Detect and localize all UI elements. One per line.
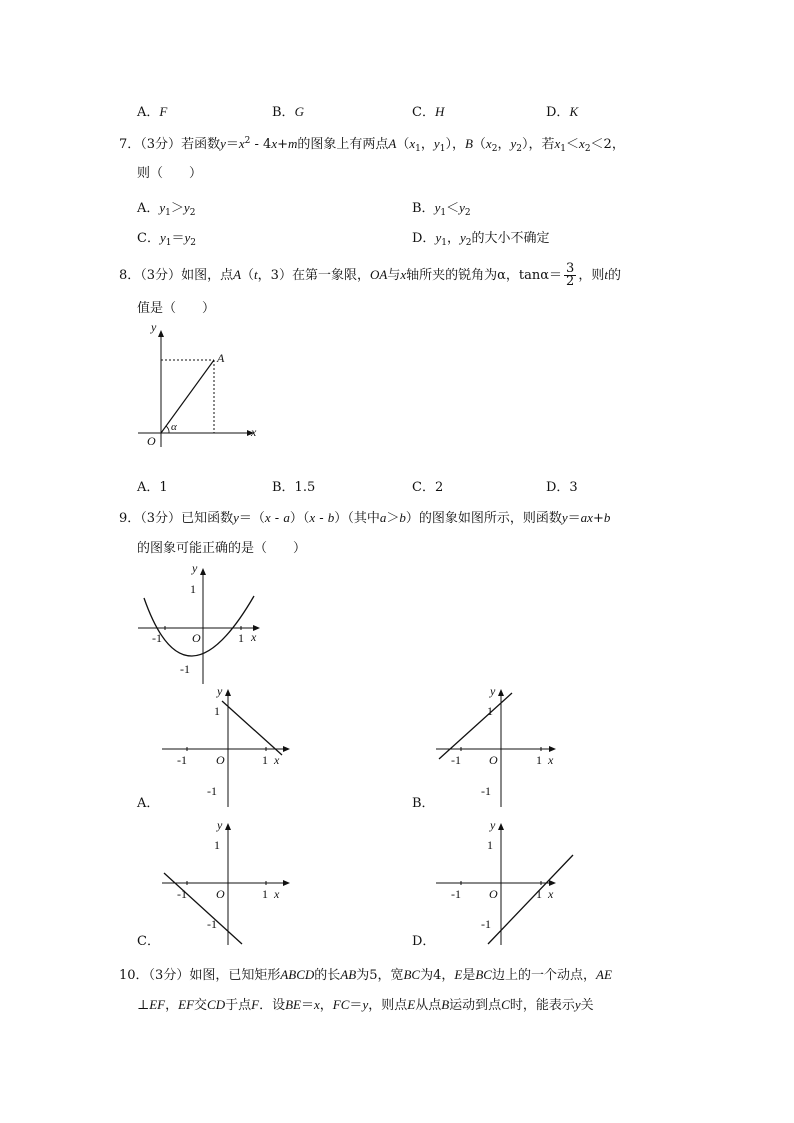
label-neg1-y: -1 xyxy=(180,662,190,676)
label-neg1-y: -1 xyxy=(481,917,491,931)
q7-option-b: B．$y_1<y_2$ xyxy=(412,200,471,218)
label-alpha: α xyxy=(171,421,177,433)
line-graph xyxy=(222,701,282,755)
q9-option-b: B． xyxy=(412,796,435,811)
label-neg1-x: -1 xyxy=(177,887,187,901)
q8-option-a: A．1 xyxy=(137,480,168,495)
label-o: O xyxy=(216,753,225,767)
label-1-x: 1 xyxy=(536,753,542,767)
q9-stem: 9．（3分）已知函数y＝（x - a）（x - b）（其中a＞b）的图象如图所示，则函数y＝ax+b xyxy=(119,510,611,526)
q6-option-b: B．G xyxy=(272,104,304,120)
q9-stem-line2: 的图象可能正确的是（ ） xyxy=(137,541,307,556)
label-neg1-y: -1 xyxy=(207,784,217,798)
y-axis-arrow xyxy=(225,823,231,830)
q7-option-c: C．$y_1=y_2$ xyxy=(137,230,196,248)
label-1-y: 1 xyxy=(214,838,220,852)
q10-stem-line2: ⊥EF，EF交CD于点F．设BE＝x，FC＝y，则点E从点B运动到点C时，能表示y关 xyxy=(137,997,594,1013)
q9-option-a: A． xyxy=(137,796,160,811)
label-x: x xyxy=(548,887,554,901)
label-neg1-x: -1 xyxy=(177,753,187,767)
label-o: O xyxy=(147,434,156,448)
q9-parabola-figure xyxy=(130,560,270,690)
label-y: y xyxy=(490,818,496,832)
q9-graph-a xyxy=(160,683,295,813)
y-axis-arrow xyxy=(498,823,504,830)
label-x: x xyxy=(548,753,554,767)
label-o: O xyxy=(192,631,201,645)
q7-option-a: A．$y_1>y_2$ xyxy=(137,200,196,218)
label-1-x: 1 xyxy=(238,631,244,645)
label-x: x xyxy=(274,753,280,767)
label-y: y xyxy=(490,684,496,698)
q9-graph-c xyxy=(160,817,295,947)
label-1-x: 1 xyxy=(262,887,268,901)
q8-option-d: D．3 xyxy=(546,480,578,495)
line-graph xyxy=(164,873,242,944)
label-y: y xyxy=(217,684,223,698)
q7-option-d: D．$y_1$，$y_2$的大小不确定 xyxy=(412,230,550,248)
label-neg1-y: -1 xyxy=(207,917,217,931)
q8-stem: 8．（3分）如图，点A（t，3）在第一象限，OA与x轴所夹的锐角为α，tanα＝ $\frac{3}{2}$ ，则t的 xyxy=(119,261,621,289)
label-1-x: 1 xyxy=(262,753,268,767)
label-1-y: 1 xyxy=(487,838,493,852)
y-axis-arrow xyxy=(200,568,206,575)
label-y: y xyxy=(217,818,223,832)
label-1-y: 1 xyxy=(190,582,196,596)
label-x: x xyxy=(274,887,280,901)
q8-option-c: C．2 xyxy=(412,480,444,495)
q7-stem: 7．（3分）若函数$y=x^2 - 4x+m$的图象上有两点$A(x_1$，$y_1$），$B(x_2$，$y_2$），若$x_1<x_2<2$， xyxy=(119,136,625,154)
q8-option-b: B．1.5 xyxy=(272,480,316,495)
q10-stem: 10．（3分）如图，已知矩形ABCD的长AB为5，宽BC为4，E是BC边上的一个动点，AE xyxy=(119,967,612,983)
label-x: x xyxy=(251,425,257,439)
x-axis-arrow xyxy=(283,880,290,886)
q6-option-a: A．F xyxy=(137,104,168,120)
label-a: A xyxy=(217,351,225,365)
label-o: O xyxy=(489,887,498,901)
label-1-y: 1 xyxy=(487,704,493,718)
q6-option-d: D．K xyxy=(546,104,579,120)
label-1-x: 1 xyxy=(536,887,542,901)
x-axis-arrow xyxy=(549,880,556,886)
q9-option-c: C． xyxy=(137,934,160,949)
q6-option-c: C．H xyxy=(412,104,445,120)
angle-arc xyxy=(166,426,169,433)
y-axis-arrow xyxy=(498,689,504,696)
q8-stem-line2: 值是（ ） xyxy=(137,301,216,316)
q9-option-d: D． xyxy=(412,934,436,949)
label-neg1-x: -1 xyxy=(152,631,162,645)
label-o: O xyxy=(489,753,498,767)
label-y: y xyxy=(192,561,198,575)
y-axis-arrow xyxy=(158,330,164,337)
segment-oa xyxy=(161,360,214,433)
q9-graph-d xyxy=(434,817,579,947)
q7-stem-line2: 则（ ） xyxy=(137,166,203,181)
x-axis-arrow xyxy=(283,746,290,752)
y-axis-arrow xyxy=(225,689,231,696)
label-neg1-x: -1 xyxy=(451,753,461,767)
x-axis-arrow xyxy=(549,746,556,752)
parabola-curve xyxy=(144,596,254,656)
label-x: x xyxy=(251,630,257,644)
tan-fraction: $\frac{3}{2}$ xyxy=(566,261,575,289)
label-y: y xyxy=(151,320,157,334)
q8-figure xyxy=(130,320,270,450)
label-1-y: 1 xyxy=(214,704,220,718)
q9-graph-b xyxy=(434,683,569,813)
label-neg1-x: -1 xyxy=(451,887,461,901)
label-o: O xyxy=(216,887,225,901)
label-neg1-y: -1 xyxy=(481,784,491,798)
